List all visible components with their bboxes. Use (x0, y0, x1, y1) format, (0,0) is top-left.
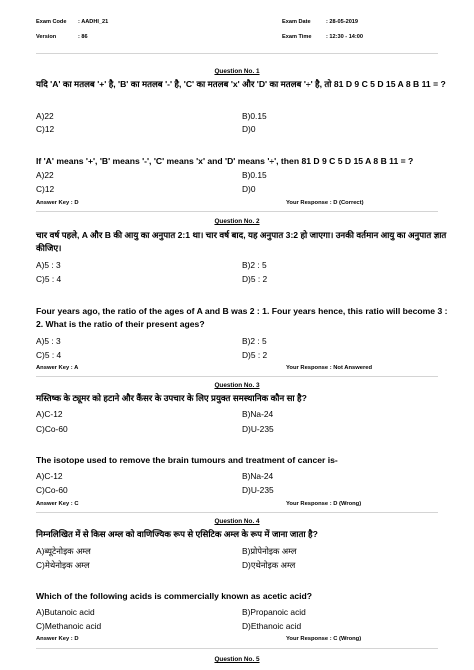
exam-time-label: Exam Time (282, 34, 312, 40)
option-d: D)एथेनोइक अम्ल (242, 560, 296, 570)
question-text-english: Four years ago, the ratio of the ages of A and B was 2 : 1. Four years hence, this ratio will become 3 : 2. What is the ratio of their present ages? (36, 306, 448, 329)
option-a: A)5 : 3 (36, 336, 61, 346)
option-a: A)C-12 (36, 471, 63, 481)
option-d: D)Ethanoic acid (242, 621, 302, 631)
answer-key: Answer Key : D (36, 200, 79, 206)
option-d: D)0 (242, 124, 256, 134)
question-text-hindi: यदि 'A' का मतलब '+' है, 'B' का मतलब '-' है, 'C' का मतलब 'x' और 'D' का मतलब '÷' है, तो 81 D 9 C 5 D 15 A 8 B 11 = ? (36, 79, 446, 89)
answer-key: Answer Key : C (36, 501, 79, 507)
option-b: B)2 : 5 (242, 260, 267, 270)
answer-key: Answer Key : A (36, 365, 79, 371)
your-response: Your Response : Not Answered (286, 365, 372, 371)
your-response: Your Response : C (Wrong) (286, 636, 362, 642)
option-d: D)5 : 2 (242, 274, 268, 284)
question-number: Question No. 3 (214, 382, 260, 389)
divider (36, 211, 438, 212)
option-d: D)0 (242, 184, 256, 194)
option-a: A)ब्यूटेनोइक अम्ल (36, 546, 91, 556)
option-b: B)0.15 (242, 111, 267, 121)
exam-date-value: : 28-05-2019 (326, 19, 359, 25)
divider (36, 376, 438, 377)
question-text-hindi: निम्नलिखित में से किस अम्ल को वाणिज्यिक रूप से एसिटिक अम्ल के रूप में जाना जाता है? (36, 529, 318, 539)
answer-key: Answer Key : D (36, 636, 79, 642)
option-a: A)5 : 3 (36, 260, 61, 270)
option-a: A)22 (36, 170, 54, 180)
your-response: Your Response : D (Wrong) (286, 501, 362, 507)
option-c: C)5 : 4 (36, 274, 62, 284)
option-d: D)5 : 2 (242, 350, 268, 360)
option-c: C)12 (36, 184, 55, 194)
exam-time-value: : 12:30 - 14:00 (326, 34, 364, 40)
option-b: B)2 : 5 (242, 336, 267, 346)
version-label: Version (36, 34, 57, 40)
option-c: C)5 : 4 (36, 350, 62, 360)
option-d: D)U-235 (242, 485, 274, 495)
option-b: B)Propanoic acid (242, 607, 306, 617)
version-value: : 86 (78, 34, 88, 40)
question-text-english: Which of the following acids is commercially known as acetic acid? (36, 591, 313, 601)
option-c: C)Methanoic acid (36, 621, 102, 631)
option-a: A)C-12 (36, 409, 63, 419)
option-a: A)22 (36, 111, 54, 121)
question-text-english: If 'A' means '+', 'B' means '-', 'C' means 'x' and 'D' means '÷', then 81 D 9 C 5 D 15 A 8 B 11 = ? (36, 156, 414, 166)
option-c: C)Co-60 (36, 485, 68, 495)
option-b: B)Na-24 (242, 409, 274, 419)
question-text-hindi: मस्तिष्क के ट्यूमर को हटाने और कैंसर के उपचार के लिए प्रयुक्त समस्थानिक कौन सा है? (36, 393, 307, 403)
question-text-english: The isotope used to remove the brain tumours and treatment of cancer is- (36, 455, 338, 465)
option-c: C)मेथेनोइक अम्ल (36, 560, 90, 570)
divider (36, 648, 438, 649)
option-a: A)Butanoic acid (36, 607, 95, 617)
exam-date-label: Exam Date (282, 19, 311, 25)
option-c: C)Co-60 (36, 424, 68, 434)
divider (36, 53, 438, 54)
option-c: C)12 (36, 124, 55, 134)
question-text-hindi: चार वर्ष पहले, A और B की आयु का अनुपात 2:1 था। चार वर्ष बाद, यह अनुपात 3:2 हो जाएगा। उनकी वर्तमान आयु का अनुपात ज्ञात कीजिए। (36, 230, 447, 253)
divider (36, 512, 438, 513)
exam-code-label: Exam Code (36, 19, 67, 25)
question-number: Question No. 5 (214, 656, 260, 663)
question-number: Question No. 4 (214, 518, 260, 525)
option-d: D)U-235 (242, 424, 274, 434)
your-response: Your Response : D (Correct) (286, 200, 364, 206)
option-b: B)प्रोपेनोइक अम्ल (242, 546, 297, 556)
question-number: Question No. 1 (214, 68, 260, 75)
question-number: Question No. 2 (214, 218, 260, 225)
option-b: B)Na-24 (242, 471, 274, 481)
option-b: B)0.15 (242, 170, 267, 180)
exam-code-value: : AADHI_21 (78, 19, 109, 25)
